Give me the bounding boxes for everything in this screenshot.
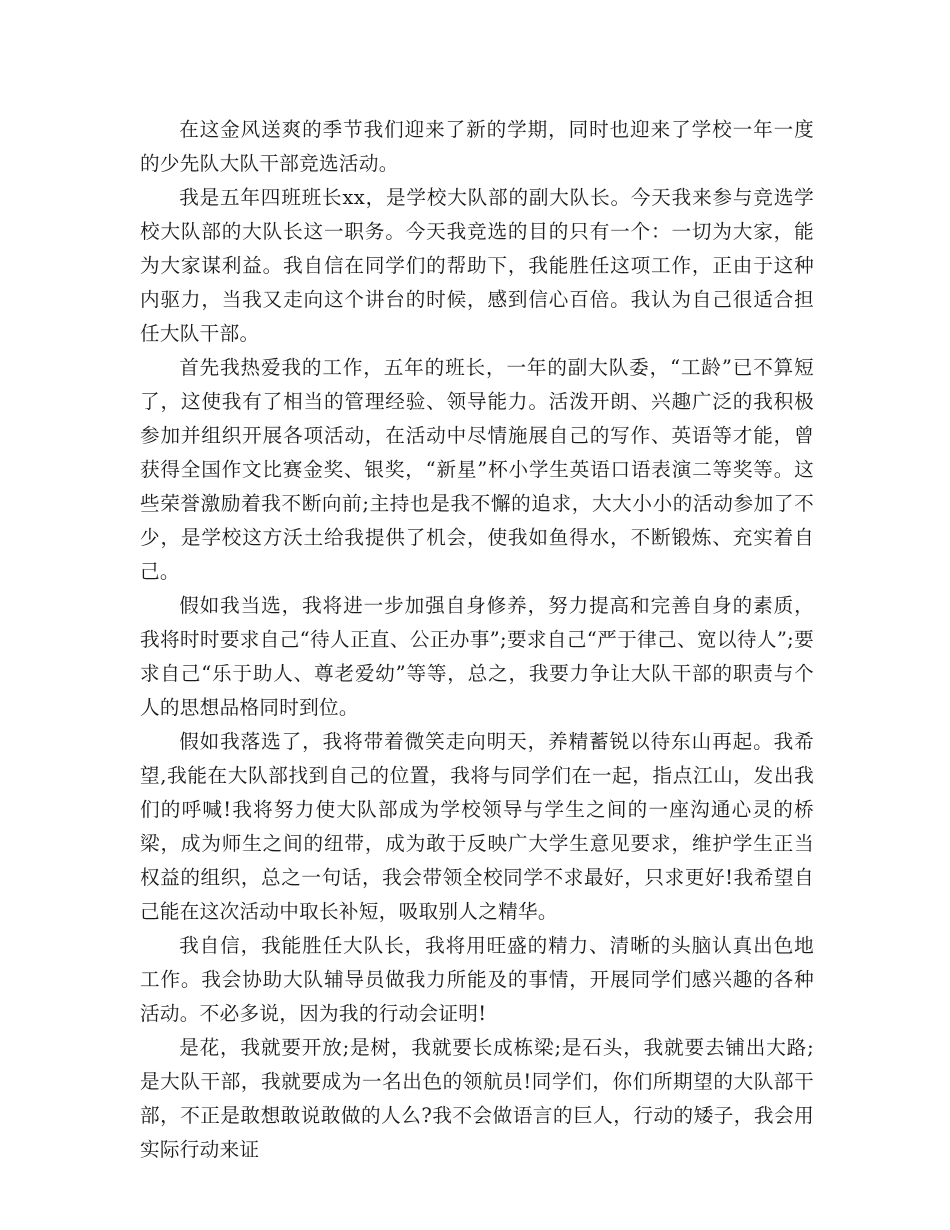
paragraph-1: 在这金风送爽的季节我们迎来了新的学期，同时也迎来了学校一年一度的少先队大队干部竞选活动。: [140, 118, 814, 175]
paragraph-3: 首先我热爱我的工作，五年的班长，一年的副大队委，“工龄”已不算短了，这使我有了相当的管理经验、领导能力。活泼开朗、兴趣广泛的我积极参加并组织开展各项活动，在活动中尽情施展自己的写作、英语等才能，曾获得全国作文比赛金奖、银奖，“新星”杯小学生英语口语表演二等奖等。这些荣誉激励着我不断向前;主持也是我不懈的追求，大大小小的活动参加了不少，是学校这方沃土给我提供了机会，使我如鱼得水，不断锻炼、充实着自己。: [140, 356, 814, 583]
paragraph-5: 假如我落选了，我将带着微笑走向明天，养精蓄锐以待东山再起。我希望,我能在大队部找到自己的位置，我将与同学们在一起，指点江山，发出我们的呼喊!我将努力使大队部成为学校领导与学生之间的一座沟通心灵的桥梁，成为师生之间的纽带，成为敢于反映广大学生意见要求，维护学生正当权益的组织，总之一句话，我会带领全校同学不求最好，只求更好!我希望自己能在这次活动中取长补短，吸取别人之精华。: [140, 730, 814, 923]
paragraph-7: 是花，我就要开放;是树，我就要长成栋梁;是石头，我就要去铺出大路;是大队干部，我就要成为一名出色的领航员!同学们，你们所期望的大队部干部，不正是敢想敢说敢做的人么?我不会做语言的巨人，行动的矮子，我会用实际行动来证: [140, 1036, 814, 1161]
paragraph-6: 我自信，我能胜任大队长，我将用旺盛的精力、清晰的头脑认真出色地工作。我会协助大队辅导员做我力所能及的事情，开展同学们感兴趣的各种活动。不必多说，因为我的行动会证明!: [140, 934, 814, 1025]
paragraph-2: 我是五年四班班长xx，是学校大队部的副大队长。今天我来参与竞选学校大队部的大队长这一职务。今天我竞选的目的只有一个：一切为大家，能为大家谋利益。我自信在同学们的帮助下，我能胜任这项工作，正由于这种内驱力，当我又走向这个讲台的时候，感到信心百倍。我认为自己很适合担任大队干部。: [140, 186, 814, 345]
document-body: [140, 113, 814, 1167]
paragraph-4: 假如我当选，我将进一步加强自身修养，努力提高和完善自身的素质，我将时时要求自己“待人正直、公正办事”;要求自己“严于律己、宽以待人”;要求自己“乐于助人、尊老爱幼”等等，总之，我要力争让大队干部的职责与个人的思想品格同时到位。: [140, 594, 814, 719]
